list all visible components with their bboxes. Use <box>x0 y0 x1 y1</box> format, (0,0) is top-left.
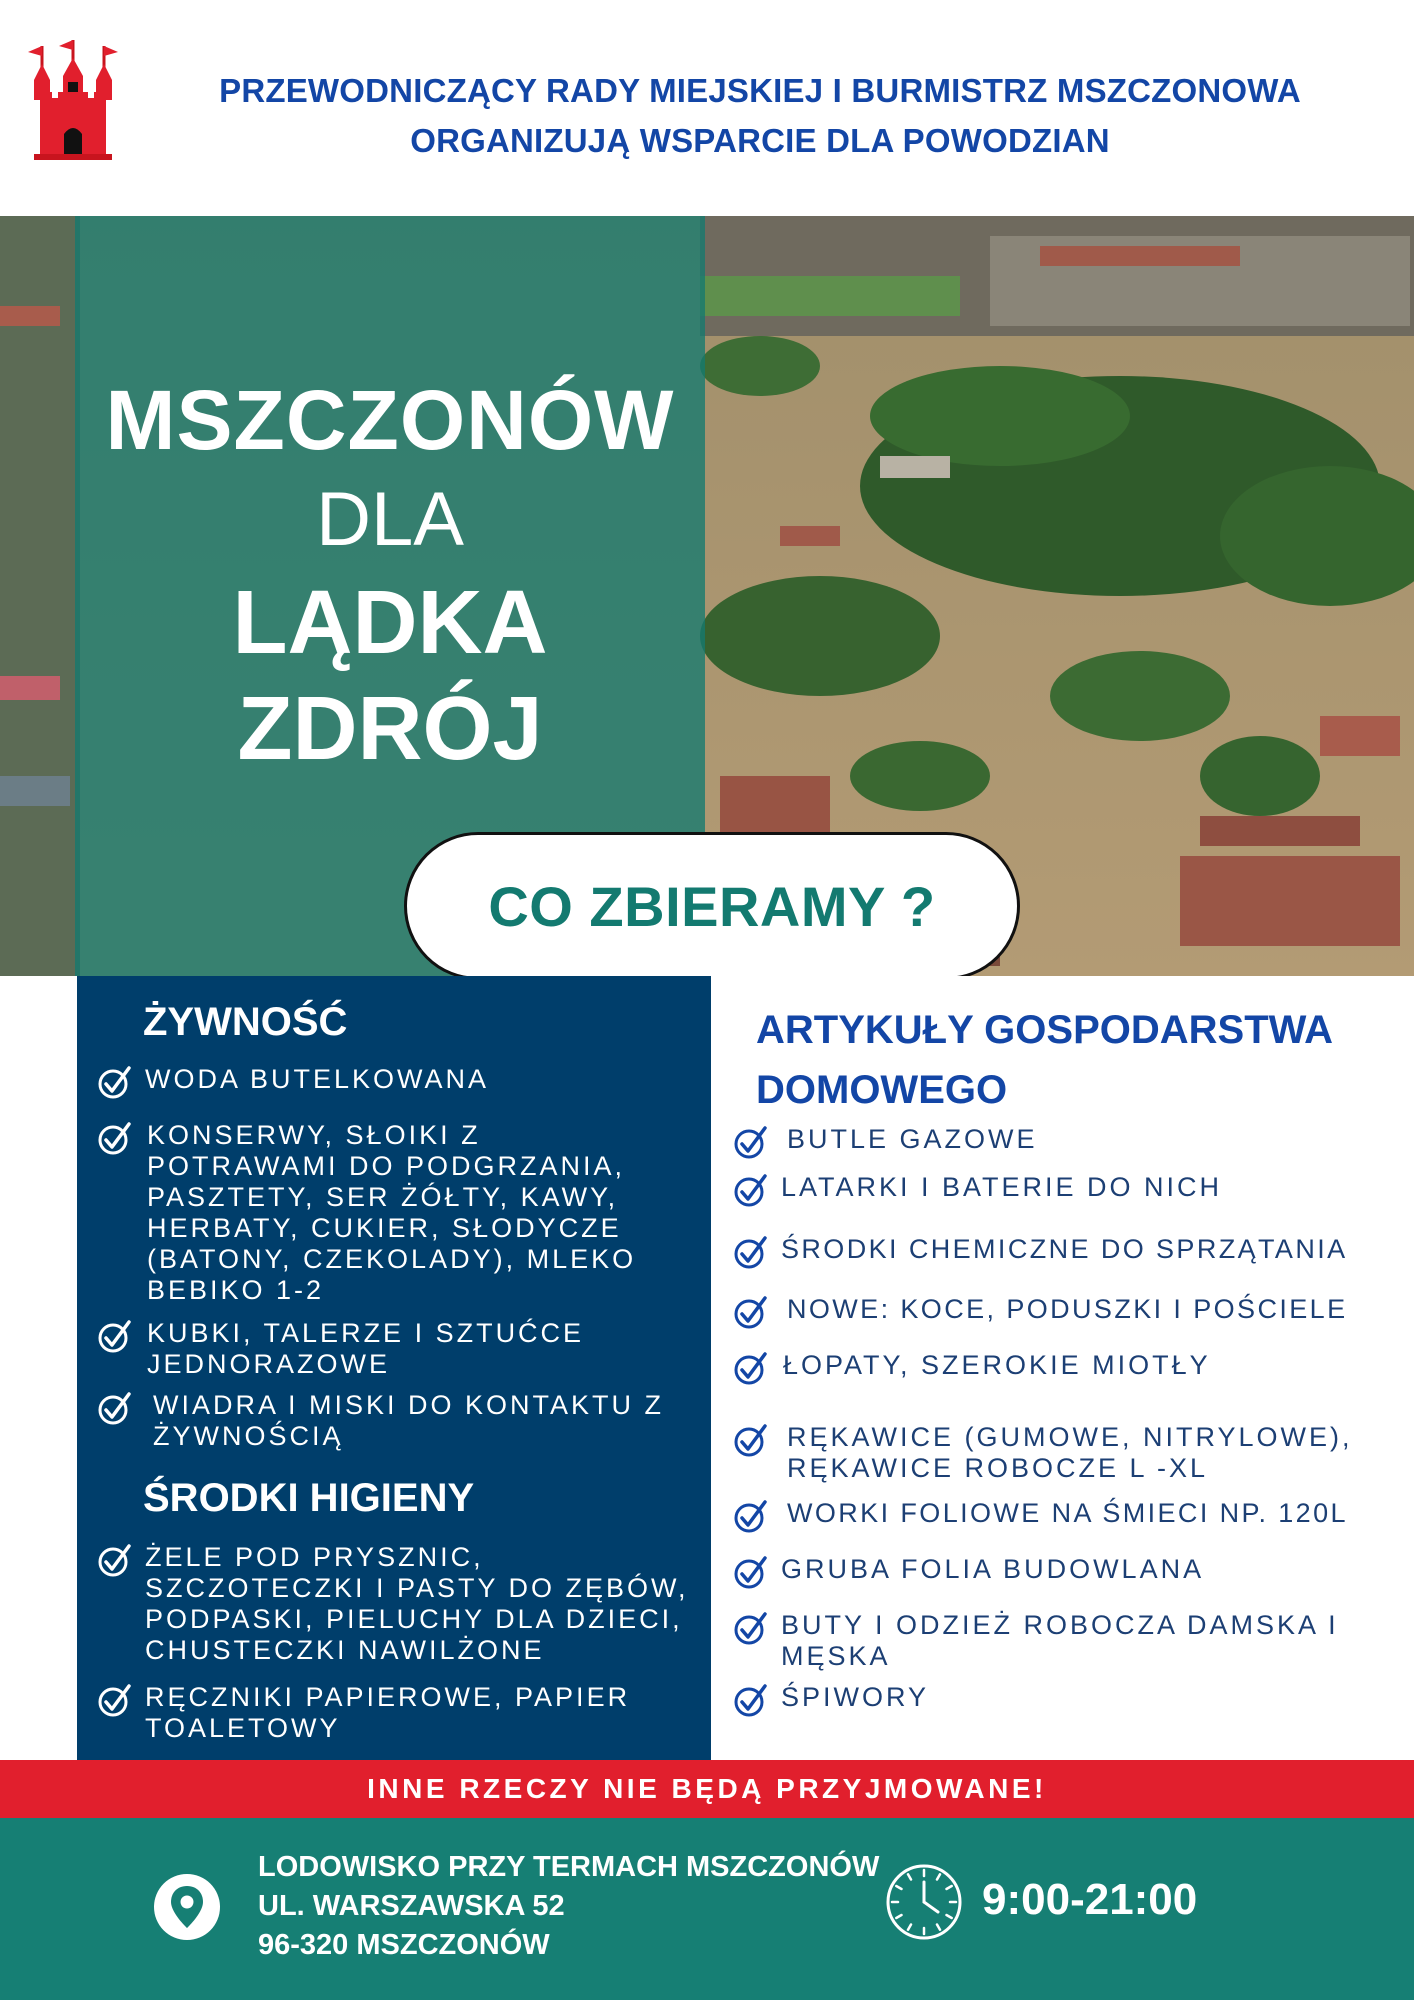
food-item <box>97 1390 677 1452</box>
hygiene-item-text: ŻELE POD PRYSZNIC, SZCZOTECZKI I PASTY DO ZĘBÓW, PODPASKI, PIELUCHY DLA DZIECI, CHUSTECZKI NAWILŻONE <box>145 1542 689 1665</box>
food-item-text: WIADRA I MISKI DO KONTAKTU Z ŻYWNOŚCIĄ <box>153 1390 665 1451</box>
address <box>258 1848 879 1965</box>
check-circle-icon <box>733 1294 769 1330</box>
household-item <box>733 1124 1403 1160</box>
castle-crest-icon <box>28 40 118 162</box>
check-circle-icon <box>733 1554 769 1590</box>
check-circle-icon <box>97 1318 133 1354</box>
footer <box>0 1818 1414 2000</box>
check-circle-icon <box>97 1120 133 1156</box>
household-heading-line1: ARTYKUŁY GOSPODARSTWA <box>756 1008 1334 1052</box>
household-item <box>733 1294 1413 1330</box>
hygiene-item <box>97 1542 697 1666</box>
header-title-line1: PRZEWODNICZĄCY RADY MIEJSKIEJ I BURMISTRZ MSZCZONOWA <box>219 72 1301 109</box>
household-heading <box>756 1000 1333 1120</box>
hero-title-line1: MSZCZONÓW <box>105 373 675 467</box>
pill-label: CO ZBIERAMY ? <box>488 874 936 938</box>
household-item-text: RĘKAWICE (GUMOWE, NITRYLOWE), RĘKAWICE ROBOCZE L -XL <box>787 1422 1353 1483</box>
food-heading: ŻYWNOŚĆ <box>143 1000 348 1044</box>
food-item-text: KONSERWY, SŁOIKI Z POTRAWAMI DO PODGRZANIA, PASZTETY, SER ŻÓŁTY, KAWY, HERBATY, CUKIER, SŁODYCZE (BATONY, CZEKOLADY), MLEKO BEBIKO 1-2 <box>147 1120 637 1305</box>
household-item-text: BUTLE GAZOWE <box>787 1124 1038 1154</box>
household-item <box>733 1422 1413 1484</box>
header-title <box>150 66 1370 166</box>
household-item-text: BUTY I ODZIEŻ ROBOCZA DAMSKA I MĘSKA <box>781 1610 1339 1671</box>
food-item-text: KUBKI, TALERZE I SZTUĆCE JEDNORAZOWE <box>147 1318 585 1379</box>
household-item-text: ŚRODKI CHEMICZNE DO SPRZĄTANIA <box>781 1234 1348 1264</box>
check-circle-icon <box>97 1542 133 1578</box>
household-item <box>733 1172 1403 1208</box>
opening-hours: 9:00-21:00 <box>982 1875 1198 1924</box>
household-item-text: ŁOPATY, SZEROKIE MIOTŁY <box>783 1350 1211 1380</box>
hero-title-line2: DLA <box>316 477 464 562</box>
clock-icon <box>884 1862 964 1942</box>
address-line1: LODOWISKO PRZY TERMACH MSZCZONÓW <box>258 1851 880 1883</box>
address-line2: UL. WARSZAWSKA 52 <box>258 1890 565 1922</box>
right-column <box>711 976 1414 1760</box>
household-item <box>733 1350 1403 1386</box>
hygiene-item <box>97 1682 697 1744</box>
location-pin-icon <box>152 1872 222 1942</box>
household-item-text: LATARKI I BATERIE DO NICH <box>781 1172 1223 1202</box>
warning-banner <box>0 1760 1414 1818</box>
address-line3: 96-320 MSZCZONÓW <box>258 1929 550 1961</box>
household-item-text: GRUBA FOLIA BUDOWLANA <box>781 1554 1205 1584</box>
household-item-text: NOWE: KOCE, PODUSZKI I POŚCIELE <box>787 1294 1348 1324</box>
household-item-text: WORKI FOLIOWE NA ŚMIECI NP. 120L <box>787 1498 1348 1528</box>
hero-title <box>75 370 705 782</box>
warning-banner-text: INNE RZECZY NIE BĘDĄ PRZYJMOWANE! <box>367 1773 1047 1804</box>
hero-title-line4: ZDRÓJ <box>237 679 543 779</box>
household-item-text: ŚPIWORY <box>781 1682 930 1712</box>
food-item-text: WODA BUTELKOWANA <box>145 1064 490 1094</box>
check-circle-icon <box>733 1422 769 1458</box>
household-item <box>733 1498 1413 1534</box>
household-item <box>733 1682 1403 1718</box>
check-circle-icon <box>733 1124 769 1160</box>
check-circle-icon <box>733 1682 769 1718</box>
check-circle-icon <box>733 1350 769 1386</box>
check-circle-icon <box>733 1610 769 1646</box>
left-column <box>77 976 711 1760</box>
food-item <box>97 1064 687 1100</box>
check-circle-icon <box>97 1390 133 1426</box>
household-item <box>733 1554 1403 1590</box>
hygiene-item-text: RĘCZNIKI PAPIEROWE, PAPIER TOALETOWY <box>145 1682 631 1743</box>
hygiene-heading: ŚRODKI HIGIENY <box>143 1476 475 1520</box>
check-circle-icon <box>733 1172 769 1208</box>
food-item <box>97 1318 677 1380</box>
check-circle-icon <box>733 1498 769 1534</box>
household-item <box>733 1610 1403 1672</box>
header-title-line2: ORGANIZUJĄ WSPARCIE DLA POWODZIAN <box>410 122 1110 159</box>
food-item <box>97 1120 677 1306</box>
household-heading-line2: DOMOWEGO <box>756 1068 1008 1112</box>
header <box>0 0 1414 216</box>
check-circle-icon <box>97 1064 133 1100</box>
hero-title-line3: LĄDKA <box>232 573 548 673</box>
check-circle-icon <box>97 1682 133 1718</box>
check-circle-icon <box>733 1234 769 1270</box>
household-item <box>733 1234 1413 1270</box>
what-we-collect-pill <box>404 832 1020 980</box>
